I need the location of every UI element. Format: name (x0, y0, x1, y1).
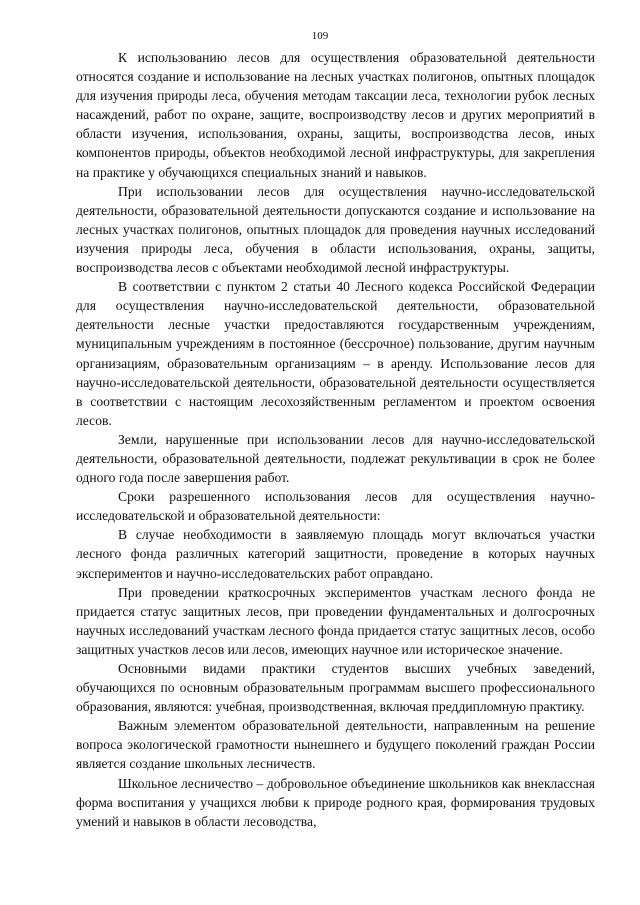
paragraph-experiments-status: При проведении краткосрочных экспериментов участкам лесного фонда не придается статус защитных лесов, при проведении фундаментальных и долгосрочных научных исследований участкам лесного фонда придается статус защитных лесов, особо защитных участков лесов или лесов, имеющих научное или историческое значение. (76, 584, 595, 657)
paragraph-forest-code-article-40: В соответствии с пунктом 2 статьи 40 Лесного кодекса Российской Федерации для осуществления научно-исследовательской деятельности, образовательной деятельности лесные участки предоставляются государственным учреждениям, муниципальным учреждениям в постоянное (бессрочное) пользование, другим научным организациям, образовательным организациям – в аренду. Использование лесов для научно-исследовательской деятельности, образовательной деятельности осуществляется в соответствии с настоящим лесохозяйственным регламентом и проектом освоения лесов. (76, 279, 595, 428)
paragraph-protection-categories: В случае необходимости в заявляемую площадь могут включаться участки лесного фонда различных категорий защитности, проведение в которых научных экспериментов и научно-исследовательских работ оправдано. (76, 527, 595, 581)
document-body (76, 48, 595, 831)
paragraph-land-recultivation: Земли, нарушенные при использовании лесов для научно-исследовательской деятельности, образовательной деятельности, подлежат рекультивации в срок не более одного года после завершения работ. (76, 431, 595, 486)
paragraph-research-use: При использовании лесов для осуществления научно-исследовательской деятельности, образовательной деятельности допускаются создание и использование на лесных участках полигонов, опытных площадок для проведения научных исследований изучения природы леса, обучения в области использования, охраны, защиты, воспроизводства лесов с объектами необходимой лесной инфраструктуры. (76, 183, 595, 276)
paragraph-school-forestry-definition: Школьное лесничество – добровольное объединение школьников как внеклассная форма воспитания у учащихся любви к природе родного края, формирования трудовых умений и навыков в области лесоводства, (76, 775, 595, 829)
paragraph-permitted-use-terms: Сроки разрешенного использования лесов для осуществления научно-исследовательской и образовательной деятельности: (76, 489, 595, 524)
paragraph-educational-use: К использованию лесов для осуществления образовательной деятельности относятся создание и использование на лесных участках полигонов, опытных площадок для изучения природы леса, обучения методам таксации леса, технологии рубок лесных насаждений, работ по охране, защите, воспроизводству лесов и других мероприятий в области изучения, использования, охраны, защиты, воспроизводства лесов, иных компонентов природы, объектов необходимой лесной инфраструктуры, для закрепления на практике у обучающихся специальных знаний и навыков. (76, 50, 595, 180)
paragraph-school-forestry-importance: Важным элементом образовательной деятельности, направленным на решение вопроса экологической грамотности нынешнего и будущего поколений граждан России является создание школьных лесничеств. (76, 718, 595, 772)
paragraph-student-practice: Основными видами практики студентов высших учебных заведений, обучающихся по основным образовательным программам высшего профессионального образования, являются: учебная, производственная, включая преддипломную практику. (76, 661, 595, 715)
page-number: 109 (311, 30, 329, 42)
